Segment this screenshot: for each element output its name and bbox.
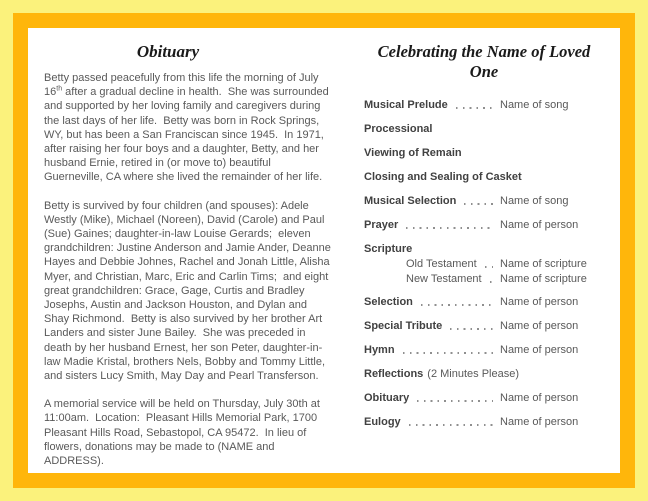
obituary-paragraph-1-rest: after a gradual decline in health. She was surrounded and supported by her loving family and caregivers during the last days of her life. Betty was born in Rock Springs, WY, but has been a San Franciscan since 1945. In 1971, after raising her four boys and a daughter, Betty, and her husband Ernie, retired in (or move to) beautiful Guerneville, CA where she lived the remainder of her life. bbox=[44, 86, 332, 184]
program-item-eulogy bbox=[364, 416, 604, 429]
program-item-prayer bbox=[364, 219, 604, 232]
obituary-page bbox=[44, 42, 334, 468]
program-item-label: Scripture bbox=[364, 243, 413, 255]
program-inner-border bbox=[13, 13, 635, 488]
program-item-special-tribute bbox=[364, 320, 604, 333]
program-item-label: Viewing of Remain bbox=[364, 147, 462, 159]
program-item-closing-casket bbox=[364, 171, 604, 184]
program-item-musical-prelude bbox=[364, 99, 604, 112]
obituary-paragraph-2: Betty is survived by four children (and spouses): Adele Westly (Mike), Michael (Noreen), David (Carole) and Paul (Sue) Gaines; daughter-in-law Louise Gerards; eleven grandchildren: Justine Anderson and Jamie Ander, Deanne Hayes and Debbie Johnes, Rachel and Jonah Little, Alisha Myer, and Christian, Marc, Eric and Carlin Tims; and eight great grandchildren: Grace, Gage, Curtis and Bradley Josephs, Austin and Jackson Houston, and Dylan and Shay Richmond. Betty is also survived by her brother Art Landers and sister June Bailey. She was preceded in death by her husband Ernest, her son Peter, daughter-in-law Madie Kristal, brothers Nels, Bobby and Tommy Little, and sisters Lucy Smith, May Day and Pearl Transferson. bbox=[44, 199, 334, 383]
program-item-processional bbox=[364, 123, 604, 136]
obituary-paragraph-1-text: Betty passed peacefully from this life the morning of July 16 bbox=[44, 72, 322, 99]
obituary-paragraph-1 bbox=[44, 71, 332, 185]
program-item-label: Musical Prelude bbox=[364, 99, 448, 111]
program-item-label: Special Tribute bbox=[364, 320, 443, 332]
program-item-label: Processional bbox=[364, 123, 433, 135]
dotted-leader bbox=[490, 281, 493, 283]
program-item-value: Name of person bbox=[500, 344, 579, 356]
dotted-leader bbox=[406, 227, 493, 229]
program-card bbox=[28, 28, 620, 473]
program-item-value: Name of person bbox=[500, 416, 579, 428]
program-subitem-value: Name of scripture bbox=[500, 273, 587, 285]
dotted-leader bbox=[456, 107, 493, 109]
program-item-reflections bbox=[364, 368, 604, 381]
ordinal-superscript: th bbox=[56, 85, 63, 93]
program-item-musical-selection bbox=[364, 195, 604, 208]
program-item-label: Prayer bbox=[364, 219, 399, 231]
program-item-viewing-of-remain bbox=[364, 147, 604, 160]
program-item-label: Musical Selection bbox=[364, 195, 457, 207]
dotted-leader bbox=[464, 203, 493, 205]
program-subitem-label: Old Testament bbox=[406, 258, 477, 270]
dotted-leader bbox=[417, 400, 493, 402]
dotted-leader bbox=[421, 304, 493, 306]
program-item-label: Selection bbox=[364, 296, 413, 308]
program-item-value: Name of person bbox=[500, 320, 579, 332]
program-item-value: Name of song bbox=[500, 99, 569, 111]
program-item-label: Reflections bbox=[364, 368, 424, 380]
program-item-label: Hymn bbox=[364, 344, 395, 356]
program-item-selection bbox=[364, 296, 604, 309]
service-title: Celebrating the Name of Loved One bbox=[377, 42, 591, 81]
program-item-label: Closing and Sealing of Casket bbox=[364, 171, 522, 183]
program-item-hymn bbox=[364, 344, 604, 357]
program-subitem-new-testament bbox=[364, 273, 604, 286]
obituary-title: Obituary bbox=[136, 42, 200, 61]
program-item-scripture-group bbox=[364, 243, 604, 286]
dotted-leader bbox=[450, 328, 493, 330]
program-subitem-label: New Testament bbox=[406, 273, 482, 285]
order-of-service-page bbox=[364, 42, 604, 461]
program-subitem-value: Name of scripture bbox=[500, 258, 587, 270]
program-item-label: Obituary bbox=[364, 392, 410, 404]
program-subitem-old-testament bbox=[364, 258, 604, 271]
dotted-leader bbox=[403, 352, 493, 354]
obituary-paragraph-3: A memorial service will be held on Thursday, July 30th at 11:00am. Location: Pleasant Hills Memorial Park, 1700 Pleasant Hills Road, Sebastopol, CA 95472. In lieu of flowers, donations may be made to (NAME and ADDRESS). bbox=[44, 398, 324, 468]
program-item-value: Name of person bbox=[500, 392, 579, 404]
program-item-value: Name of person bbox=[500, 296, 579, 308]
program-item-note: (2 Minutes Please) bbox=[427, 368, 520, 380]
program-item-obituary bbox=[364, 392, 604, 405]
dotted-leader bbox=[485, 266, 493, 268]
dotted-leader bbox=[409, 424, 493, 426]
program-item-value: Name of song bbox=[500, 195, 569, 207]
program-item-scripture bbox=[364, 243, 604, 256]
program-item-value: Name of person bbox=[500, 219, 579, 231]
program-item-label: Eulogy bbox=[364, 416, 401, 428]
